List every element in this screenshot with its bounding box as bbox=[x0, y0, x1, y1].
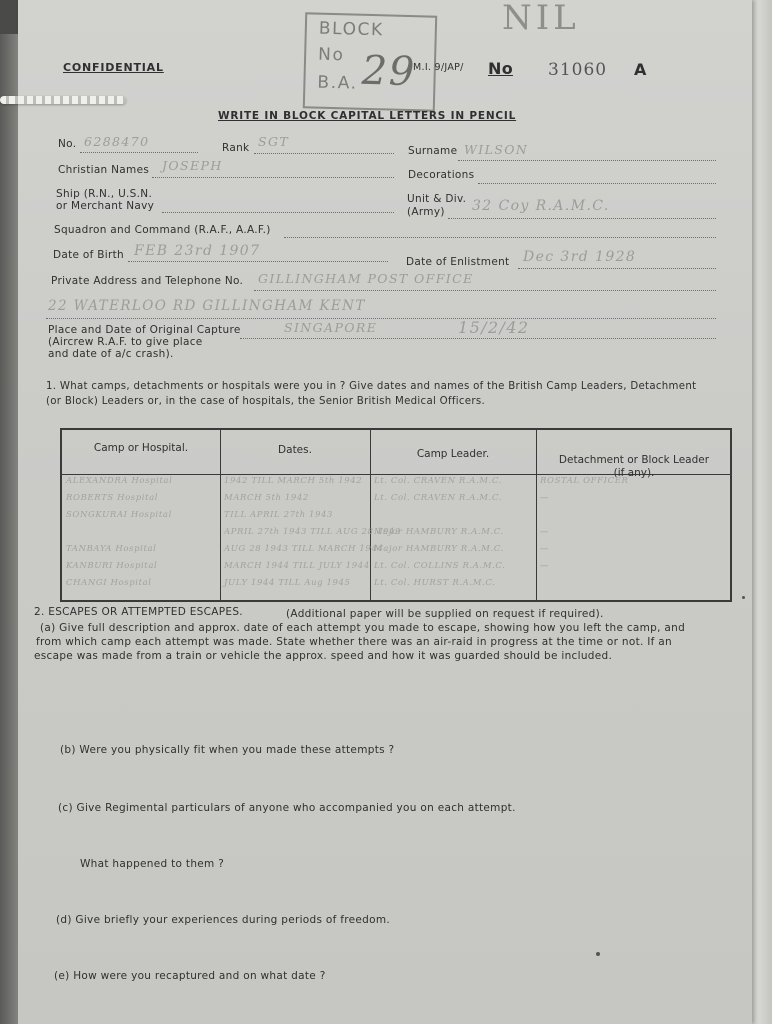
table-header-camp-leader: Camp Leader. bbox=[416, 448, 490, 460]
table-cell: SONGKURAI Hospital bbox=[66, 510, 172, 520]
service-no-line bbox=[80, 152, 198, 153]
table-divider-3 bbox=[536, 430, 537, 600]
surname-label: Surname bbox=[408, 145, 458, 157]
ship-label-2: or Merchant Navy bbox=[56, 200, 155, 212]
question-2-title: 2. ESCAPES OR ATTEMPTED ESCAPES. bbox=[34, 606, 243, 618]
decorations-line bbox=[478, 183, 716, 184]
enlistment-line bbox=[518, 268, 716, 269]
table-cell: Lt. Col. CRAVEN R.A.M.C. bbox=[374, 493, 502, 503]
question-1-line-2: (or Block) Leaders or, in the case of hospitals, the Senior British Medical Officers. bbox=[46, 396, 485, 407]
table-cell: MARCH 5th 1942 bbox=[224, 493, 309, 503]
table-header-dates: Dates. bbox=[278, 444, 312, 456]
table-cell: TILL APRIL 27th 1943 bbox=[224, 510, 334, 520]
stamp-line-2: No bbox=[317, 44, 345, 66]
squadron-line bbox=[284, 237, 716, 238]
table-header-camp: Camp or Hospital. bbox=[93, 442, 189, 454]
ship-line bbox=[162, 212, 394, 213]
nil-annotation: NIL bbox=[502, 0, 580, 38]
table-cell: MARCH 1944 TILL JULY 1944 bbox=[224, 561, 370, 571]
dob-line bbox=[128, 261, 388, 262]
address-label: Private Address and Telephone No. bbox=[51, 275, 244, 287]
camps-table bbox=[60, 428, 732, 602]
table-cell: Lt. Col. CRAVEN R.A.M.C. bbox=[374, 476, 502, 486]
question-2a-line-3: escape was made from a train or vehicle the approx. speed and how it was guarded should be included. bbox=[34, 650, 613, 662]
table-cell: JULY 1944 TILL Aug 1945 bbox=[224, 578, 351, 588]
capture-label-1: Place and Date of Original Capture bbox=[48, 324, 241, 336]
christian-names-line bbox=[152, 177, 394, 178]
address-value-2: 22 WATERLOO RD GILLINGHAM KENT bbox=[48, 298, 366, 314]
stamp-line-1: BLOCK bbox=[318, 18, 385, 41]
ship-label-1: Ship (R.N., U.S.N. bbox=[56, 188, 153, 200]
table-cell: — bbox=[540, 527, 550, 537]
address-line-1 bbox=[254, 290, 716, 291]
table-cell: TANBAYA Hospital bbox=[66, 544, 157, 554]
service-no-label: No. bbox=[58, 138, 77, 150]
question-1-line-1: 1. What camps, detachments or hospitals were you in ? Give dates and names of the British Camp Leaders, Detachment bbox=[46, 381, 697, 392]
rank-value: SGT bbox=[258, 134, 290, 149]
question-2a-line-1: (a) Give full description and approx. date of each attempt you made to escape, showing how you left the camp, and bbox=[40, 622, 686, 634]
table-cell: Major HAMBURY R.A.M.C. bbox=[374, 544, 504, 554]
table-cell: ROSTAL OFFICER bbox=[540, 476, 629, 486]
unit-label-1: Unit & Div. bbox=[407, 193, 467, 205]
christian-names-label: Christian Names bbox=[58, 164, 150, 176]
table-cell: Lt. Col. HURST R.A.M.C. bbox=[374, 578, 496, 588]
table-cell: ALEXANDRA Hospital bbox=[66, 476, 173, 486]
table-cell: — bbox=[540, 544, 550, 554]
tie-string bbox=[0, 96, 126, 104]
table-cell: CHANGI Hospital bbox=[66, 578, 152, 588]
enlistment-value: Dec 3rd 1928 bbox=[523, 249, 637, 265]
capture-label-3: and date of a/c crash). bbox=[48, 348, 174, 360]
table-cell: AUG 28 1943 TILL MARCH 1944 bbox=[224, 544, 384, 554]
table-cell: — bbox=[540, 561, 550, 571]
unit-value: 32 Coy R.A.M.C. bbox=[472, 198, 610, 214]
question-2c-followup: What happened to them ? bbox=[80, 858, 225, 870]
surname-line bbox=[458, 160, 716, 161]
question-2c: (c) Give Regimental particulars of anyone who accompanied you on each attempt. bbox=[58, 802, 516, 814]
address-line-2 bbox=[46, 318, 716, 319]
table-cell: — bbox=[540, 493, 550, 503]
serial-suffix: A bbox=[634, 60, 647, 79]
serial-number: 31060 bbox=[548, 60, 608, 80]
dob-label: Date of Birth bbox=[53, 249, 125, 261]
unit-label-2: (Army) bbox=[407, 206, 445, 218]
question-2b: (b) Were you physically fit when you made these attempts ? bbox=[60, 744, 395, 756]
form-reference: M.I. 9/JAP/ bbox=[413, 62, 464, 73]
christian-names-value: JOSEPH bbox=[162, 158, 223, 173]
confidential-label: CONFIDENTIAL bbox=[63, 61, 164, 74]
unit-line bbox=[448, 218, 716, 219]
capture-place: SINGAPORE bbox=[284, 320, 378, 335]
surname-value: WILSON bbox=[464, 142, 529, 157]
rank-line bbox=[254, 153, 394, 154]
question-2a-line-2: from which camp each attempt was made. State whether there was an air-raid in progress at the time or not. If an bbox=[36, 636, 672, 648]
question-2d: (d) Give briefly your experiences during periods of freedom. bbox=[56, 914, 391, 926]
decorations-label: Decorations bbox=[408, 169, 475, 181]
question-2e: (e) How were you recaptured and on what date ? bbox=[54, 970, 326, 982]
stamp-line-3: B.A. bbox=[317, 72, 358, 94]
squadron-label: Squadron and Command (R.A.F., A.A.F.) bbox=[54, 224, 271, 236]
capture-date: 15/2/42 bbox=[458, 318, 530, 337]
table-cell: ROBERTS Hospital bbox=[66, 493, 159, 503]
table-cell: APRIL 27th 1943 TILL AUG 28 1943 bbox=[224, 527, 401, 537]
serial-no-label: No bbox=[488, 59, 513, 78]
table-cell: Lt. Col. COLLINS R.A.M.C. bbox=[374, 561, 506, 571]
ink-spot bbox=[742, 596, 745, 599]
rank-label: Rank bbox=[222, 142, 250, 154]
service-no-value: 6288470 bbox=[84, 134, 150, 149]
pencil-instruction: WRITE IN BLOCK CAPITAL LETTERS IN PENCIL bbox=[218, 110, 517, 122]
question-2-note: (Additional paper will be supplied on request if required). bbox=[286, 608, 604, 620]
capture-label-2: (Aircrew R.A.F. to give place bbox=[48, 336, 203, 348]
table-cell: 1942 TILL MARCH 5th 1942 bbox=[224, 476, 363, 486]
capture-line bbox=[240, 338, 716, 339]
enlistment-label: Date of Enlistment bbox=[406, 256, 510, 268]
table-cell: Major HAMBURY R.A.M.C. bbox=[374, 527, 504, 537]
table-cell: KANBURI Hospital bbox=[66, 561, 158, 571]
form-sheet bbox=[18, 0, 752, 1024]
dob-value: FEB 23rd 1907 bbox=[134, 243, 261, 259]
table-header-detachment: Detachment or Block Leader (if any). bbox=[558, 454, 710, 479]
stamp-number: 29 bbox=[361, 47, 417, 96]
address-value-1: GILLINGHAM POST OFFICE bbox=[258, 271, 474, 286]
ink-spot bbox=[596, 952, 600, 956]
